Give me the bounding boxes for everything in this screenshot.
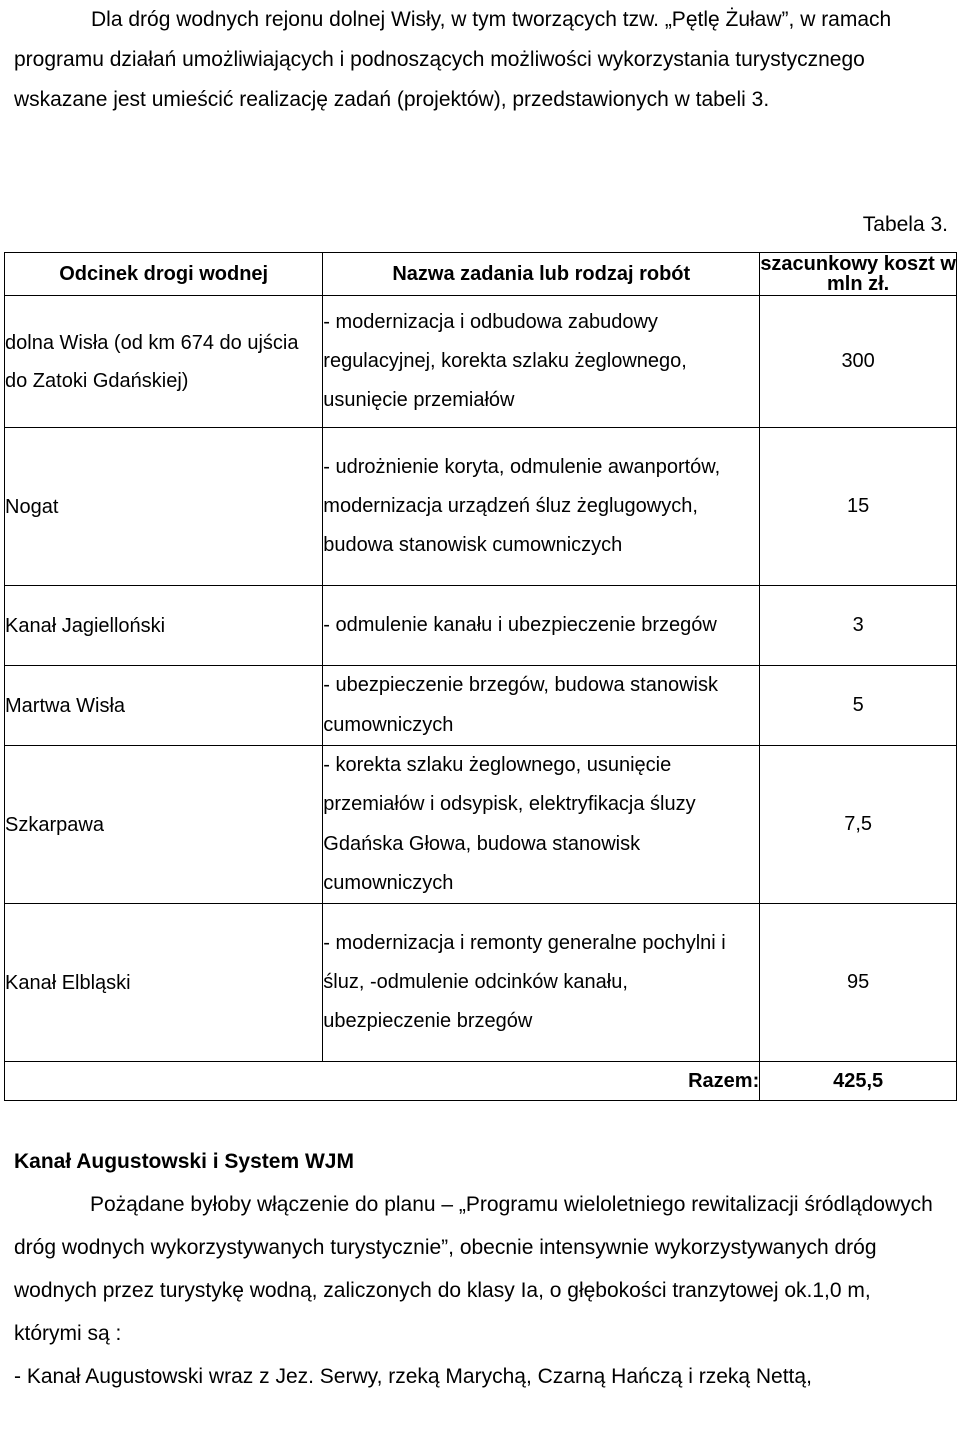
intro-paragraph xyxy=(14,0,954,120)
table-row xyxy=(5,296,957,428)
cell-task: - modernizacja i remonty generalne pochylni i śluz, -odmulenie odcinków kanału, ubezpieczenie brzegów xyxy=(323,904,760,1062)
header-cost: szacunkowy koszt w mln zł. xyxy=(760,253,956,295)
table-row xyxy=(5,746,957,904)
cell-section: Szkarpawa xyxy=(5,746,323,904)
cell-cost: 7,5 xyxy=(760,746,957,904)
table-header-row xyxy=(5,253,957,296)
intro-text: Dla dróg wodnych rejonu dolnej Wisły, w tym tworzących tzw. „Pętlę Żuław”, w ramach programu działań umożliwiających i podnoszących możliwości wykorzystania turystycznego wskazane jest umieścić realizację zadań (projektów), przedstawionych w tabeli 3. xyxy=(14,8,892,111)
cell-task: - korekta szlaku żeglownego, usunięcie przemiałów i odsypisk, elektryfikacja śluzy Gdańska Głowa, budowa stanowisk cumowniczych xyxy=(323,746,760,904)
cell-section: Kanał Elbląski xyxy=(5,904,323,1062)
table-total-row xyxy=(5,1062,957,1101)
cell-task: - modernizacja i odbudowa zabudowy regulacyjnej, korekta szlaku żeglownego, usunięcie przemiałów xyxy=(323,296,760,428)
header-section: Odcinek drogi wodnej xyxy=(5,253,323,296)
cell-task: - ubezpieczenie brzegów, budowa stanowisk cumowniczych xyxy=(323,666,760,746)
cell-task: - odmulenie kanału i ubezpieczenie brzegów xyxy=(323,586,760,666)
cell-cost: 300 xyxy=(760,296,957,428)
works-table xyxy=(4,252,957,1101)
section-paragraph: Pożądane byłoby włączenie do planu – „Programu wieloletniego rewitalizacji śródlądowych dróg wodnych wykorzystywanych turystycznie”, obecnie intensywnie wykorzystywanych dróg wodnych przez turystykę wodną, zaliczonych do klasy Ia, o głębokości tranzytowej ok.1,0 m, którymi są : xyxy=(14,1193,933,1345)
table-caption: Tabela 3. xyxy=(862,213,948,236)
table-row xyxy=(5,428,957,586)
cell-task: - udrożnienie koryta, odmulenie awanportów, modernizacja urządzeń śluz żeglugowych, budowa stanowisk cumowniczych xyxy=(323,428,760,586)
cell-section: Martwa Wisła xyxy=(5,666,323,746)
total-label: Razem: xyxy=(323,1062,760,1101)
total-value: 425,5 xyxy=(760,1062,957,1101)
cell-section: Kanał Jagielloński xyxy=(5,586,323,666)
table-row xyxy=(5,586,957,666)
section-heading: Kanał Augustowski i System WJM xyxy=(14,1150,354,1173)
header-task: Nazwa zadania lub rodzaj robót xyxy=(323,253,760,296)
total-blank-cell xyxy=(5,1062,323,1101)
list-item: - Kanał Augustowski wraz z Jez. Serwy, rzeką Marychą, Czarną Hańczą i rzeką Nettą, xyxy=(14,1365,812,1388)
cell-cost: 15 xyxy=(760,428,957,586)
section-augustowski xyxy=(14,1140,944,1398)
table-row xyxy=(5,904,957,1062)
table-row xyxy=(5,666,957,746)
cell-section: Nogat xyxy=(5,428,323,586)
cell-section: dolna Wisła (od km 674 do ujścia do Zatoki Gdańskiej) xyxy=(5,296,323,428)
cell-cost: 3 xyxy=(760,586,957,666)
cell-cost: 5 xyxy=(760,666,957,746)
cell-cost: 95 xyxy=(760,904,957,1062)
